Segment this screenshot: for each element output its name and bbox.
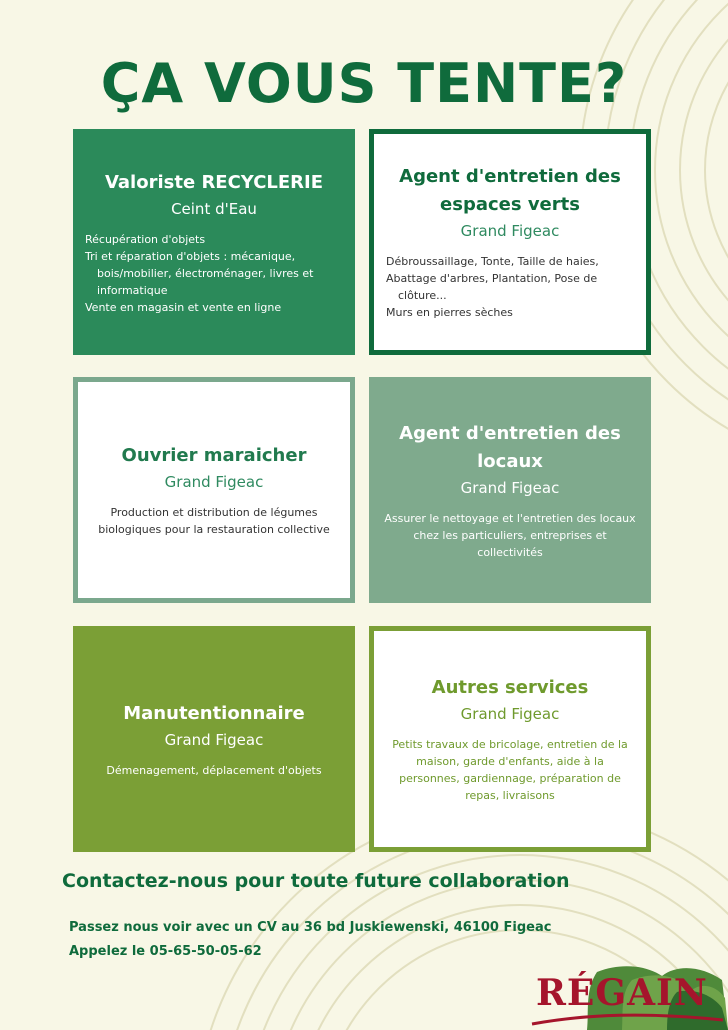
- card-title: Agent d'entretien des locaux: [399, 422, 621, 472]
- card-title: Manutentionnaire: [123, 702, 305, 724]
- card-location: Ceint d'Eau: [171, 199, 257, 218]
- card-line: Production et distribution de légumes biologiques pour la restauration collective: [98, 506, 330, 536]
- contact-phone: Appelez le 05-65-50-05-62: [69, 944, 262, 959]
- card-valoriste-recyclerie: [73, 129, 355, 355]
- card-description: [85, 762, 343, 779]
- card-title: Valoriste RECYCLERIE: [104, 171, 324, 193]
- card-location: Grand Figeac: [460, 478, 560, 497]
- card-title: Ouvrier maraicher: [121, 445, 307, 466]
- card-line: Petits travaux de bricolage, entretien de la maison, garde d'enfants, aide à la personnes, gardiennage, préparation de repas, livraisons: [392, 738, 628, 802]
- card-title: Autres services: [431, 677, 589, 698]
- card-description: [386, 253, 634, 321]
- card-description: [381, 510, 639, 561]
- card-line: Débroussaillage, Tonte, Taille de haies,: [386, 255, 599, 268]
- card-line: Murs en pierres sèches: [386, 306, 513, 319]
- contact-heading: Contactez-nous pour toute future collaboration: [62, 870, 570, 892]
- card-ouvrier-maraicher: [73, 377, 355, 603]
- card-line: Abattage d'arbres, Plantation, Pose de clôture...: [386, 272, 598, 302]
- card-location: Grand Figeac: [164, 730, 264, 749]
- card-espaces-verts: [369, 129, 651, 355]
- card-manutentionnaire: [73, 626, 355, 852]
- card-line: Assurer le nettoyage et l'entretien des locaux chez les particuliers, entreprises et collectivités: [384, 511, 636, 559]
- card-line: Tri et réparation d'objets : mécanique, bois/mobilier, électroménager, livres et informatique: [85, 249, 314, 297]
- card-description: [85, 231, 343, 316]
- card-line: Récupération d'objets: [85, 232, 206, 246]
- card-title: Agent d'entretien des espaces verts: [399, 166, 621, 215]
- card-description: [386, 736, 634, 804]
- contact-address: Passez nous voir avec un CV au 36 bd Juskiewenski, 46100 Figeac: [69, 920, 552, 935]
- logo-wordmark: RÉGAIN: [536, 972, 708, 1014]
- card-line: Démenagement, déplacement d'objets: [106, 763, 322, 777]
- card-line: Vente en magasin et vente en ligne: [85, 300, 282, 314]
- card-description: [90, 504, 338, 538]
- card-location: Grand Figeac: [460, 222, 560, 240]
- card-location: Grand Figeac: [460, 705, 560, 723]
- card-location: Grand Figeac: [164, 473, 264, 491]
- card-entretien-locaux: [369, 377, 651, 603]
- card-autres-services: [369, 626, 651, 852]
- page-title: ÇA VOUS TENTE?: [100, 52, 628, 115]
